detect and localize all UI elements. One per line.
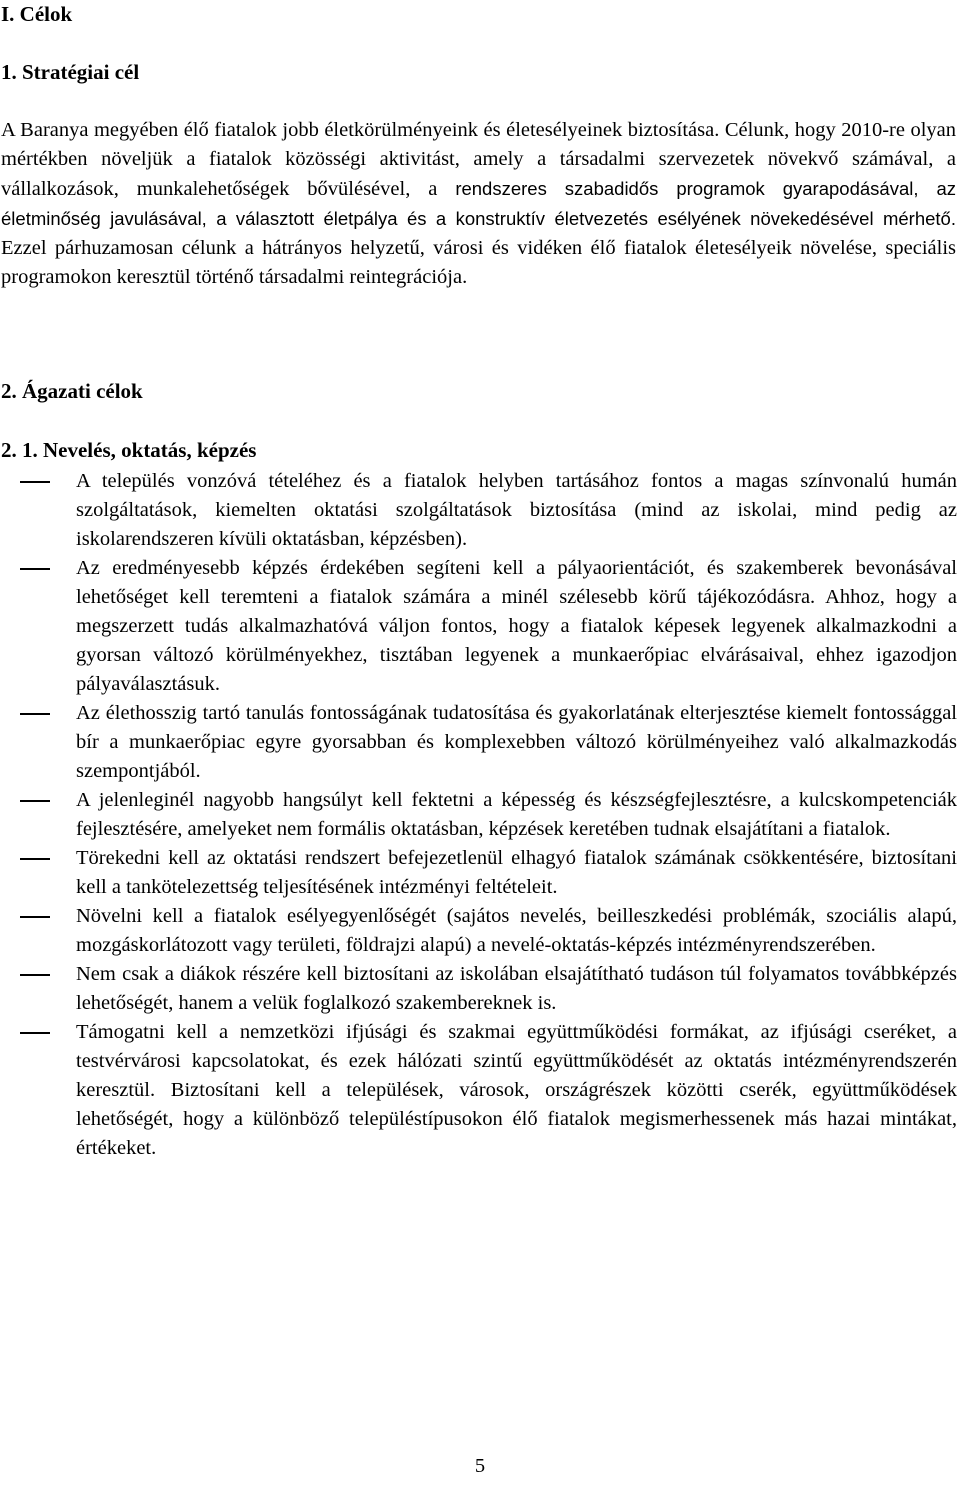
dash-bullet-icon [20, 858, 50, 860]
list-item [0, 554, 957, 699]
paragraph-lead-text: A Baranya megyében élő fiatalok jobb életkörülményeink és életesélyeinek biztosítása. Célunk, hogy 2010-re olyan mértékben növeljük a fiatalok közösségi aktivitást, amely a társadalmi szervezetek növekvő számával, a vállalkozások, munkalehetőségek bővülésével, a [1, 119, 956, 200]
list-item [0, 960, 957, 1018]
list-item-text: Támogatni kell a nemzetközi ifjúsági és szakmai együttműködési formákat, az ifjúsági cseréket, a testvérvárosi kapcsolatokat, és ezek hálózati szintű együttműködését az oktatás intézményrendszerén keresztül. Biztosítani kell a települések, városok, országrészek közötti cserék, együttműködések lehetőségét, hogy a különböző településtípusokon élő fiatalok megismerhessenek más hazai mintákat, értékeket. [76, 1021, 957, 1159]
list-item-text: A település vonzóvá tételéhez és a fiatalok helyben tartásához fontos a magas színvonalú humán szolgáltatások, kiemelten oktatási szolgáltatások biztosítása (mind az iskolai, mind pedig az iskolarendszeren kívüli oktatásban, képzésben). [76, 470, 957, 550]
list-item [0, 1018, 957, 1163]
list-item [0, 786, 957, 844]
subsection-heading-education: 2. 1. Nevelés, oktatás, képzés [1, 438, 257, 462]
dash-bullet-icon [20, 713, 50, 715]
dash-bullet-icon [20, 974, 50, 976]
list-item-text: Az élethosszig tartó tanulás fontosságának tudatosítása és gyakorlatának elterjesztése kiemelt fontossággal bír a munkaerőpiac egyre gyorsabban és komplexebben változó körülményeihez való alkalmazkodás szempontjából. [76, 702, 957, 782]
section-heading-strategic-goal: 1. Stratégiai cél [1, 60, 140, 84]
dash-bullet-icon [20, 800, 50, 802]
list-item-text: Növelni kell a fiatalok esélyegyenlőségét (sajátos nevelés, beilleszkedési problémák, szociális alapú, mozgáskorlátozott vagy területi, földrajzi alapú) a nevelé-oktatás-képzés intézményrendszerében. [76, 905, 957, 956]
list-item-text: Nem csak a diákok részére kell biztosítani az iskolában elsajátítható tudáson túl folyamatos továbbképzés lehetőségét, hanem a velük foglalkozó szakembereknek is. [76, 963, 957, 1014]
list-item-text: Az eredményesebb képzés érdekében segíteni kell a pályaorientációt, és szakemberek bevonásával lehetőséget kell teremteni a fiatalok számára a minél szélesebb körű tájékozódásra. Ahhoz, hogy a megszerzett tudás alkalmazhatóvá váljon fontos, hogy a fiatalok képesek legyenek alkalmazkodni a gyorsan változó körülményekhez, tisztában legyenek a munkaerőpiac elvárásaival, ehhez igazodjon pályaválasztásuk. [76, 557, 957, 695]
section-heading-sector-goals: 2. Ágazati célok [1, 379, 143, 403]
list-item-text: Törekedni kell az oktatási rendszert befejezetlenül elhagyó fiatalok számának csökkentésére, biztosítani kell a tankötelezettség teljesítésének intézményi feltételeit. [76, 847, 957, 898]
education-goals-list [0, 467, 957, 1163]
list-item [0, 844, 957, 902]
dash-bullet-icon [20, 916, 50, 918]
page-number: 5 [474, 1455, 486, 1477]
paragraph-tail-text: Ezzel párhuzamosan célunk a hátrányos helyzetű, városi és vidéken élő fiatalok életesélyeik növelése, speciális programokon keresztül történő társadalmi reintegrációja. [1, 237, 956, 288]
list-item-text: A jelenleginél nagyobb hangsúlyt kell fektetni a képesség és készségfejlesztésre, a kulcskompetenciák fejlesztésére, amelyeket nem formális oktatásban, képzések keretében tudnak elsajátítani a fiatalok. [76, 789, 957, 840]
paragraph-sans-text: rendszeres szabadidős programok gyarapodásával, az életminőség javulásával, a választott életpálya és a konstruktív életvezetés esélyének növekedésével mérhető. [1, 178, 956, 229]
dash-bullet-icon [20, 481, 50, 483]
main-heading: I. Célok [1, 2, 73, 26]
dash-bullet-icon [20, 568, 50, 570]
list-item [0, 902, 957, 960]
dash-bullet-icon [20, 1032, 50, 1034]
list-item [0, 699, 957, 786]
list-item [0, 467, 957, 554]
strategic-goal-paragraph [1, 116, 956, 292]
